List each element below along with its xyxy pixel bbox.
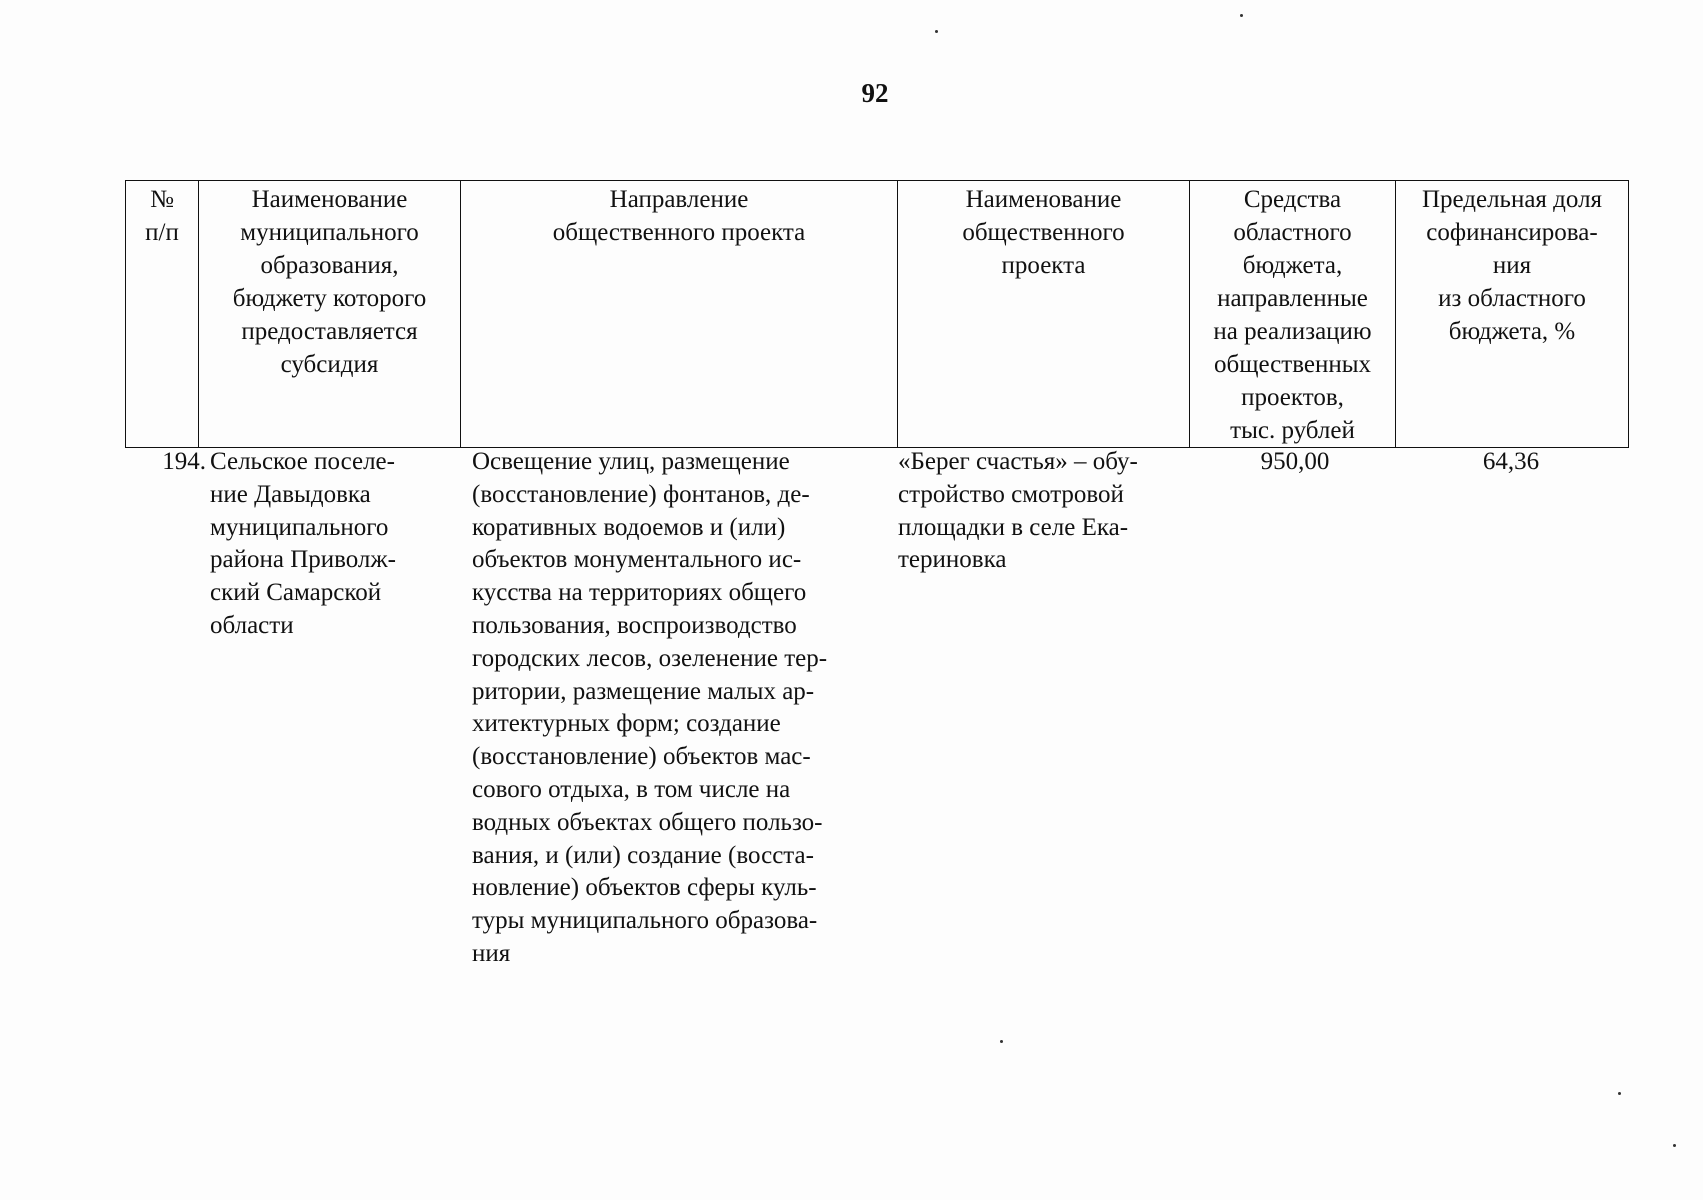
scan-speck <box>1673 1144 1676 1147</box>
scan-speck <box>1000 1040 1003 1043</box>
row-max-share: 64,36 <box>1482 448 1540 475</box>
header-municipality: Наименование муниципального образования, бюджету которого предоставляется субсидия <box>199 181 461 448</box>
row-direction: Освещение улиц, размещение (восстановление) фонтанов, де- коративных водоемов и (или) объектов монументального ис- кусства на территориях общего пользования, воспроизводство городских лесов, озеленение тер- ритории, размещение малых ар- хитектурных форм; создание (восстановление) объектов мас- сового отдыха, в том числе на водных объектах общего пользо- вания, и (или) создание (восста- новление) объектов сферы куль- туры муниципального образова- ния <box>472 448 828 967</box>
header-direction: Направление общественного проекта <box>461 181 898 448</box>
scan-speck <box>1240 14 1243 17</box>
header-max-share: Предельная доля софинансирова- ния из областного бюджета, % <box>1396 181 1629 448</box>
header-project-name: Наименование общественного проекта <box>898 181 1190 448</box>
table-header <box>125 180 1629 448</box>
scan-speck <box>1618 1092 1621 1095</box>
table-header-row <box>126 181 1629 448</box>
scan-speck <box>935 30 938 33</box>
row-project-name: «Берег счастья» – обу- стройство смотровой площадки в селе Ека- териновка <box>898 448 1138 574</box>
header-budget-funds: Средства областного бюджета, направленные на реализацию общественных проектов, тыс. рублей <box>1190 181 1396 448</box>
row-budget-funds: 950,00 <box>1260 448 1330 475</box>
page-number: 92 <box>861 78 889 108</box>
row-number: 194. <box>162 448 206 475</box>
row-municipality: Сельское поселе- ние Давыдовка муниципального района Приволж- ский Самарской области <box>210 448 397 639</box>
header-number: № п/п <box>126 181 199 448</box>
